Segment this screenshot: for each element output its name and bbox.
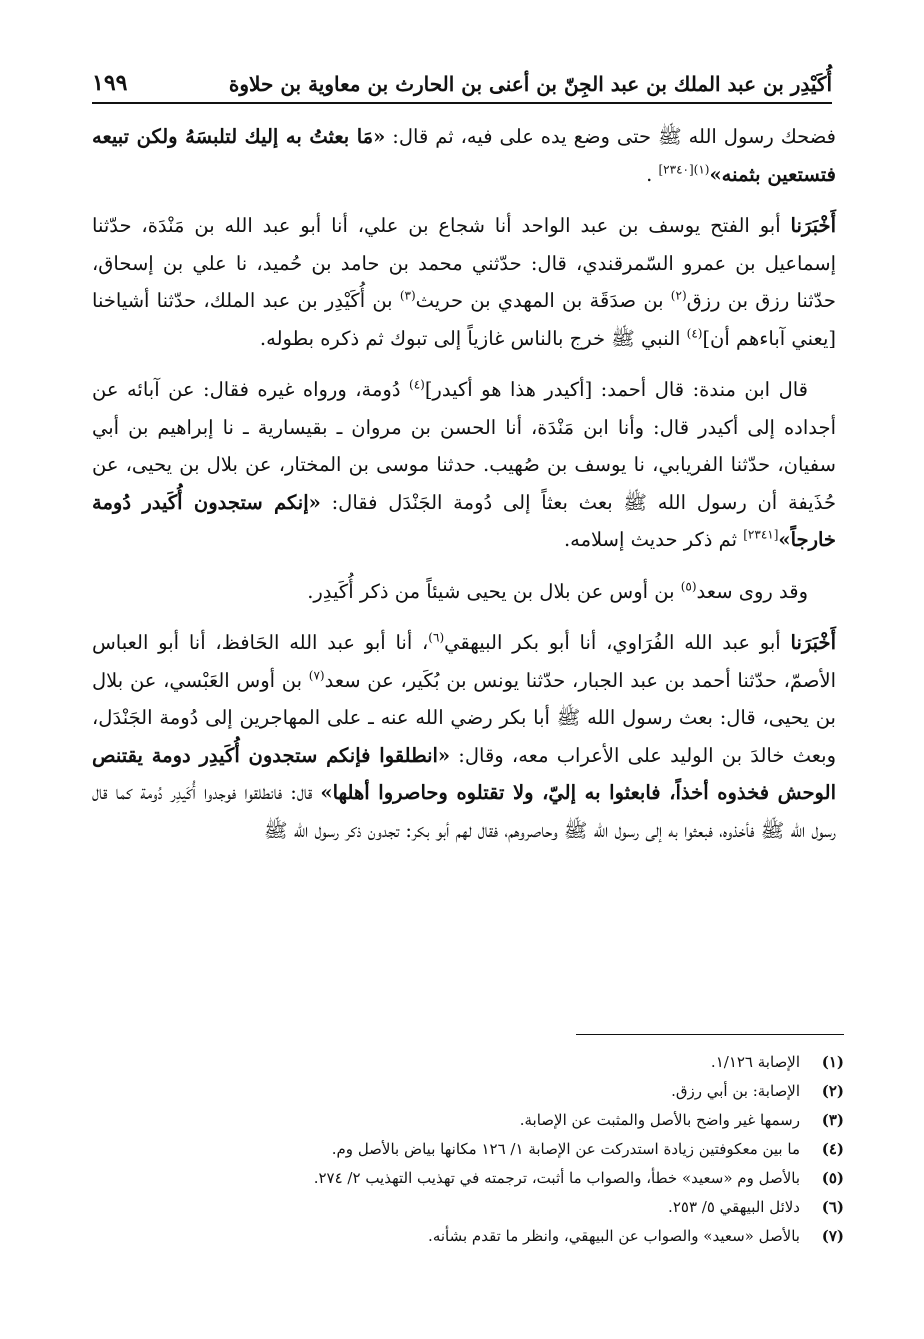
text-run: وقد روى سعد	[696, 579, 808, 603]
footnotes-list	[100, 1048, 844, 1251]
footnote-number: (٥)	[821, 1169, 844, 1187]
footnote-item	[100, 1106, 844, 1135]
footnote-item	[100, 1164, 844, 1193]
text-run: دُومة، ورواه غيره فقال: عن آبائه عن أجداده إلى أكيدر قال: وأنا ابن مَنْدَة، أنا الحسن بن مروان ـ بقيسارية ـ نا إبراهيم بن أبي سفيان، حدّثنا الفريابي، نا يوسف بن صُهيب. حدثنا موسى بن المختار، عن بلال بن يحيى، عن حُذَيفة أن رسول الله ﷺ بعث بعثاً إلى دُومة الجَنْدَل فقال:	[92, 378, 837, 514]
text-run: أبو الفتح يوسف بن عبد الواحد أنا شجاع بن علي، أنا أبو عبد الله بن مَنْدَة، حدّثنا إسماعيل بن عمرو السّمرقندي، قال: حدّثني محمد بن حامد بن حُميد، نا علي بن إسحاق، حدّثنا رزق بن رزق	[92, 214, 836, 312]
text-run: قال: فانطلقوا فوجدوا أُكَيدِر دُومة كما قال رسول الله ﷺ فأخذوه، فبعثوا به إلى رسول الله ﷺ وحاصروهم، فقال لهم أبو بكر: تجدون ذكر رسول الله ﷺ	[92, 781, 836, 842]
footnote-number: (٧)	[821, 1227, 844, 1245]
text-run: .	[646, 162, 659, 186]
text-run: أبو عبد الله الفُرَاوي، أنا أبو بكر البيهقي	[444, 631, 791, 654]
text-run: ثم ذكر حديث إسلامه.	[563, 528, 744, 551]
text-run: بن صدَقَة بن المهدي بن حريث	[415, 289, 671, 312]
footnote-number: (٢)	[821, 1082, 844, 1100]
footnote-text: ما بين معكوفتين زيادة استدركت عن الإصابة ١/ ١٢٦ مكانها بياض بالأصل وم.	[331, 1140, 800, 1158]
text-run: «انطلقوا فإنكم ستجدون أُكَيدِر دومة يقتنص الوحش فخذوه أخذاً، فابعثوا به إليّ، ولا تقتلوه وحاصروا أهلها»	[92, 743, 836, 804]
running-title: أُكَيْدِر بن عبد الملك بن عبد الجِنّ بن أعنى بن الحارث بن معاوية بن حلاوة	[228, 72, 832, 96]
footnote-number: (٣)	[821, 1111, 844, 1129]
text-run: قال ابن مندة: قال أحمد: [أكيدر هذا هو أكيدر]	[424, 378, 808, 401]
paragraph	[92, 118, 836, 193]
footnote-ref: (١)	[693, 162, 710, 176]
footnote-item	[100, 1222, 844, 1251]
footnote-ref: (٤)	[409, 377, 425, 392]
footnote-ref: [٢٣٤٠]	[658, 162, 694, 176]
page-number: ١٩٩	[92, 70, 128, 96]
page-header	[92, 52, 832, 104]
footnote-ref: [٢٣٤١]	[743, 527, 779, 542]
text-run: النبي ﷺ خرج بالناس غازياً إلى تبوك ثم ذكره بطوله.	[259, 326, 687, 350]
footnote-text: الإصابة: بن أبي رزق.	[671, 1082, 800, 1100]
text-run: «إنكم ستجدون أُكَيدر دُومة خارجاً»	[92, 490, 836, 551]
footnote-item	[100, 1048, 844, 1077]
paragraph	[92, 573, 836, 611]
footnote-ref: (٥)	[680, 579, 697, 593]
footnote-item	[100, 1077, 844, 1106]
footnote-ref: (٤)	[686, 326, 703, 340]
footnote-ref: (٧)	[308, 668, 325, 682]
footnote-text: رسمها غير واضح بالأصل والمثبت عن الإصابة.	[519, 1111, 800, 1129]
text-run: فضحك رسول الله ﷺ حتى وضع يده على فيه، ثم قال:	[385, 125, 837, 148]
footnote-number: (١)	[821, 1053, 844, 1071]
paragraph	[92, 624, 836, 849]
text-run: أَخْبَرَنا	[790, 214, 836, 237]
main-text	[92, 118, 836, 863]
footnote-text: الإصابة ١/١٢٦.	[710, 1053, 800, 1071]
footnote-text: دلائل البيهقي ٥/ ٢٥٣.	[668, 1198, 800, 1216]
text-run: بن أُكَيْدِر بن عبد الملك، حدّثنا أشياخنا [يعني آباءهم أن]	[92, 289, 836, 350]
footnote-ref: (٣)	[399, 288, 416, 303]
text-run: بن أوس العَبْسي، عن بلال بن يحيى، قال: بعث رسول الله ﷺ أبا بكر رضي الله عنه ـ على المهاجرين إلى دُومة الجَنْدَل، وبعث خالدَ بن الوليد على الأعراب معه، وقال:	[92, 668, 836, 767]
footnote-text: بالأصل وم «سعيد» خطأ، والصواب ما أثبت، ترجمته في تهذيب التهذيب ٢/ ٢٧٤.	[313, 1169, 800, 1187]
footnote-item	[100, 1135, 844, 1164]
text-run: «مَا بعثتُ به إليك لتلبسَهُ ولكن تبيعه فتستعين بثمنه»	[92, 125, 836, 186]
paragraph	[92, 207, 836, 357]
footnote-text: بالأصل «سعيد» والصواب عن البيهقي، وانظر ما تقدم بشأنه.	[428, 1227, 800, 1245]
footnote-ref: (٢)	[670, 288, 687, 303]
footnote-number: (٦)	[821, 1198, 844, 1216]
footnote-ref: (٦)	[428, 630, 445, 645]
footnote-divider	[576, 1034, 844, 1035]
footnote-item	[100, 1193, 844, 1222]
paragraph	[92, 371, 836, 559]
text-run: أَخْبَرَنا	[790, 631, 836, 654]
text-run: ، أنا أبو عبد الله الحَافظ، أنا أبو العباس الأصمّ، حدّثنا أحمد بن عبد الجبار، حدّثنا يونس بن بُكَير، عن سعد	[92, 631, 836, 692]
footnote-number: (٤)	[821, 1140, 844, 1158]
text-run: بن أوس عن بلال بن يحيى شيئاً من ذكر أُكَيدِر.	[307, 579, 681, 603]
